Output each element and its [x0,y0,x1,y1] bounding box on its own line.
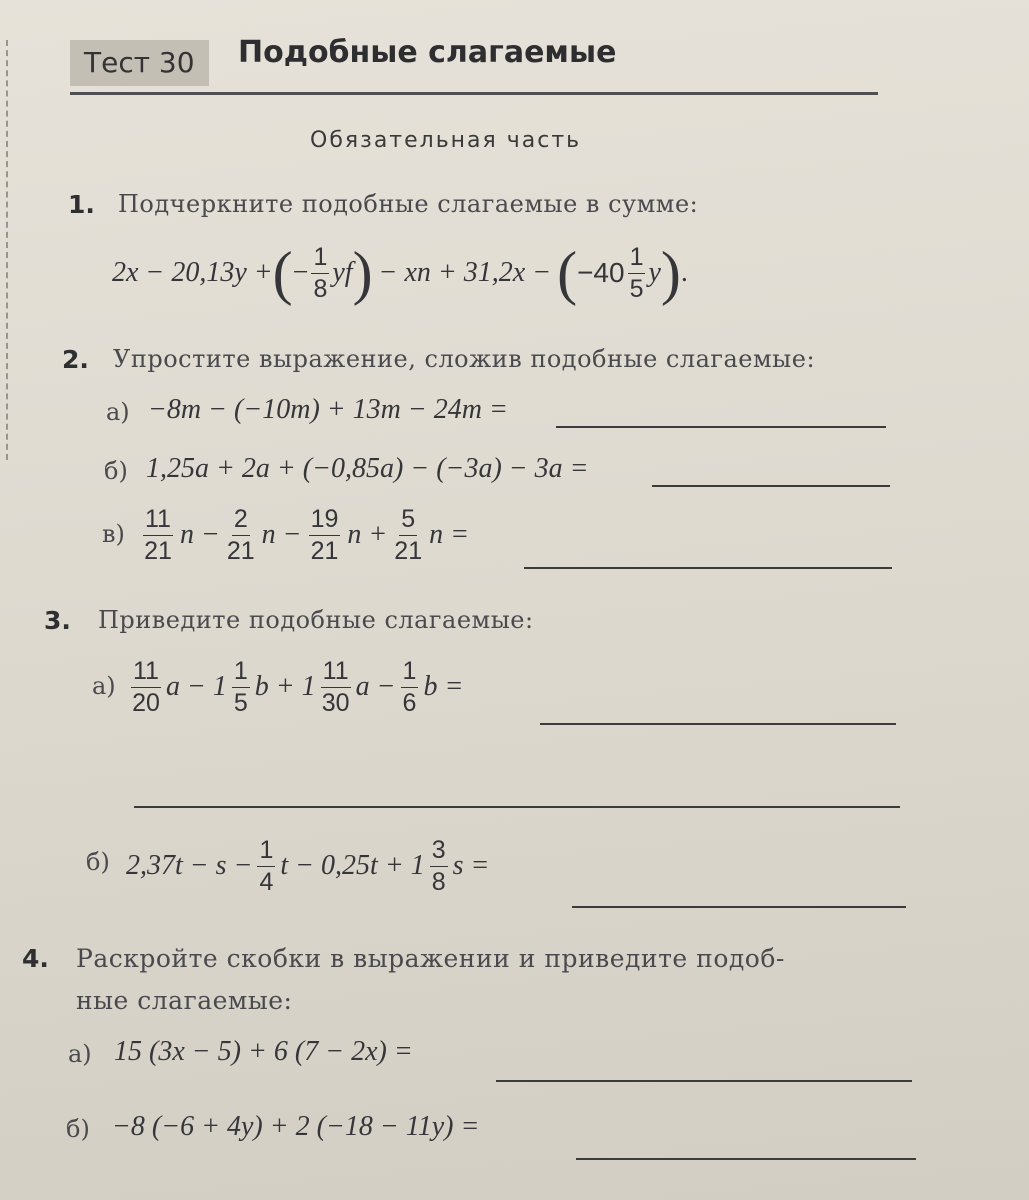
section-heading: Обязательная часть [310,128,582,153]
test-number: Тест 30 [70,40,209,86]
fraction [257,837,275,895]
task2b-expression: 1,25a + 2a + (−0,85a) − (−3a) − 3a = [146,453,589,484]
task1-expression [112,238,688,308]
frac-den: 21 [144,536,172,565]
task2b-answer-line[interactable] [652,485,890,487]
operator: b + 1 [254,671,316,702]
cut-line [6,40,8,460]
task1-end: . [680,257,688,288]
task3a-expression [128,650,465,724]
operator: t − 0,25t + 1 [280,850,425,881]
operator: n + [347,519,388,550]
fraction [321,658,351,716]
task3b-expression [126,828,489,904]
task3b-answer-line[interactable] [572,906,906,908]
frac-num: 1 [628,244,646,273]
task1-middle: − xn + 31,2x − [378,257,552,288]
frac-num: 5 [399,506,417,535]
frac-den: 8 [313,274,328,303]
operator: b = [423,671,464,702]
task3a-label: а) [92,672,116,700]
frac-num: 1 [257,837,275,866]
operator: a − 1 [165,671,227,702]
task4b-label: б) [66,1115,90,1143]
title-rule [70,92,878,95]
task3a-answer-line-2[interactable] [134,806,900,808]
task3-text: Приведите подобные слагаемые: [98,606,534,634]
frac-den: 21 [226,536,255,565]
frac-num: 3 [430,837,448,866]
task2a-expression: −8m − (−10m) + 13m − 24m = [148,394,508,425]
fraction [227,506,255,564]
frac-num: 19 [309,506,341,535]
fraction [309,506,341,564]
frac-den: 6 [402,688,417,717]
task1-y: y [648,257,661,288]
task2-text: Упростите выражение, сложив подобные слагаемые: [113,345,816,373]
task1-mixed-fraction [628,244,646,302]
paren-open: ( [272,240,293,306]
task4b-answer-line[interactable] [576,1158,916,1160]
operator: a − [355,671,396,702]
frac-den: 20 [132,688,160,717]
task4-text-line2: ные слагаемые: [76,986,293,1015]
fraction [401,658,419,716]
task4a-answer-line[interactable] [496,1080,912,1082]
frac-den: 21 [310,536,339,565]
frac-den: 5 [233,688,248,717]
task1-yf: yf [332,257,353,288]
operator: 2,37t − s − [126,850,253,881]
task1-text: Подчеркните подобные слагаемые в сумме: [118,190,699,218]
task4a-label: а) [68,1040,92,1068]
frac-num: 11 [321,658,351,687]
task2v-label: в) [102,520,125,548]
task4a-expression: 15 (3x − 5) + 6 (7 − 2x) = [114,1036,413,1067]
frac-num: 1 [232,658,250,687]
frac-num: 1 [401,658,419,687]
frac-den: 30 [321,688,350,717]
operator: n − [179,519,220,550]
fraction [143,506,173,564]
task1-fraction [311,244,329,302]
frac-num: 1 [311,244,329,273]
task1-expr-start: 2x − 20,13y + [112,257,273,288]
paren-close: ) [660,240,681,306]
task2-number: 2. [62,345,89,374]
task2a-answer-line[interactable] [556,426,886,428]
operator: n = [429,519,470,550]
task2a-label: а) [106,398,130,426]
frac-den: 5 [629,274,644,303]
task3-number: 3. [44,606,71,635]
page-title: Подобные слагаемые [238,35,617,70]
fraction [430,837,448,895]
frac-den: 21 [394,536,423,565]
frac-den: 8 [431,867,446,896]
frac-den: 4 [259,867,274,896]
task4-number: 4. [22,944,49,973]
frac-num: 11 [131,658,161,687]
task1-minus: − [292,257,309,288]
task3b-label: б) [86,848,110,876]
task2b-label: б) [104,457,128,485]
task4-text-line1: Раскройте скобки в выражении и приведите подоб- [76,944,785,973]
task2v-answer-line[interactable] [524,567,892,569]
task1-whole: −40 [577,257,625,288]
paren-open: ( [557,240,578,306]
task4b-expression: −8 (−6 + 4y) + 2 (−18 − 11y) = [112,1111,480,1142]
task3a-answer-line[interactable] [540,723,896,725]
fraction [232,658,250,716]
operator: n − [261,519,302,550]
fraction [131,658,161,716]
task1-number: 1. [68,190,95,219]
frac-num: 11 [143,506,173,535]
fraction [394,506,422,564]
paren-close: ) [352,240,373,306]
task2v-expression [140,498,473,572]
operator: s = [452,850,490,881]
frac-num: 2 [232,506,250,535]
